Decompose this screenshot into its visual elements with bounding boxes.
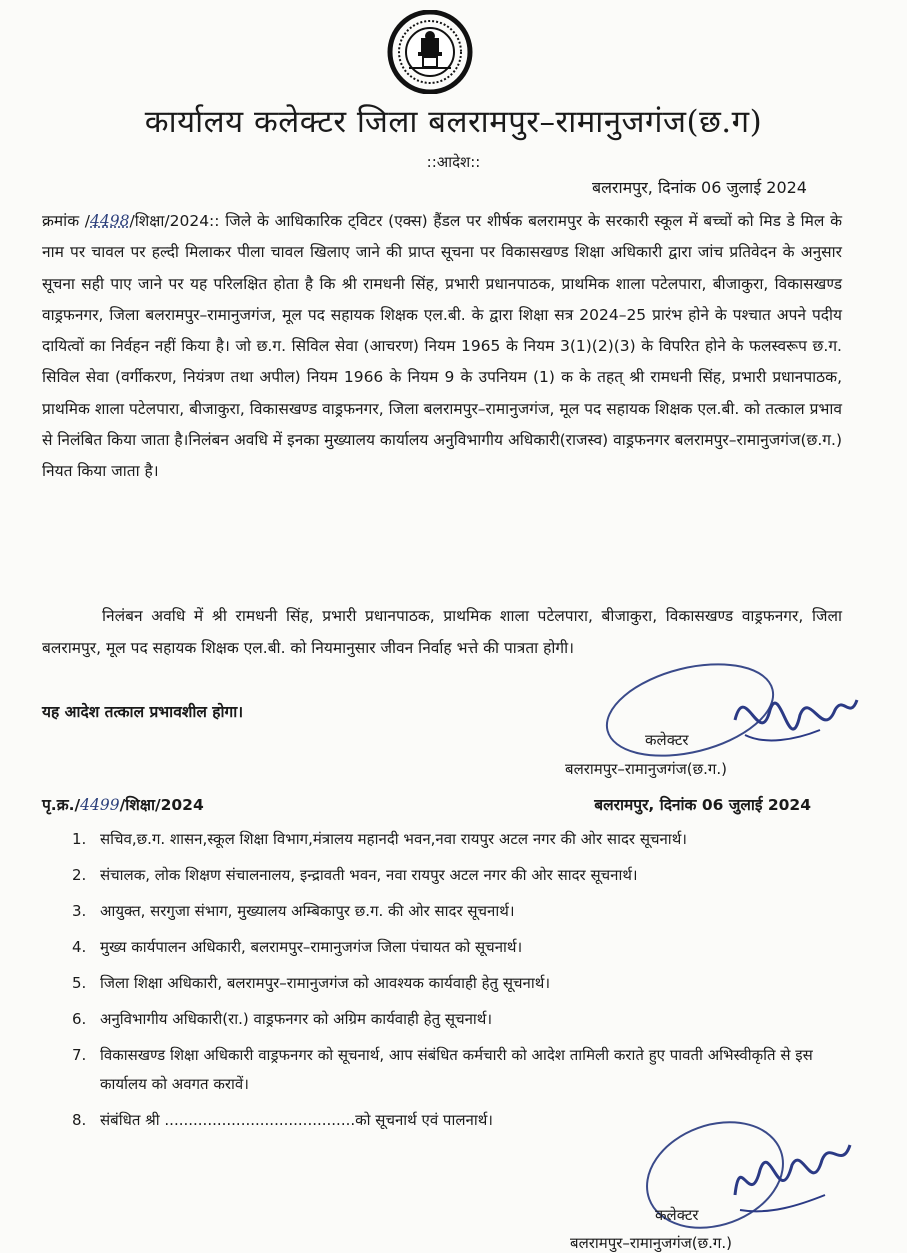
signatory-title: कलेक्टर	[645, 731, 689, 749]
endorsement-ref-suffix: /शिक्षा/2024	[119, 796, 204, 814]
office-title: कार्यालय कलेक्टर जिला बलरामपुर–रामानुजगंज(छ.ग)	[144, 104, 763, 140]
endorsement-ref	[42, 793, 204, 815]
signatory-place-2: बलरामपुर–रामानुजगंज(छ.ग.)	[570, 1234, 732, 1252]
recipient-list	[72, 825, 852, 1135]
endorsement-ref-prefix: पृ.क्र./	[42, 796, 81, 814]
signatory-title-2: कलेक्टर	[655, 1206, 699, 1224]
order-heading: ::आदेश::	[426, 153, 481, 171]
subsistence-text: निलंबन अवधि में श्री रामधनी सिंह, प्रभारी प्रधानपाठक, प्राथमिक शाला पटेलपारा, बीजाकुरा, विकासखण्ड वाड्रफनगर, जिला बलरामपुर, मूल पद सहायक शिक्षक एल.बी. को नियमानुसार जीवन निर्वाह भत्ते की पात्रता होगी।	[42, 607, 842, 657]
state-emblem-seal-icon	[385, 10, 475, 94]
order-body-text: जिले के आधिकारिक ट्विटर (एक्स) हैंडल पर शीर्षक बलरामपुर के सरकारी स्कूल में बच्चों को मिड डे मिल के नाम पर चावल पर हल्दी मिलाकर पीला चावल खिलाए जाने की प्राप्त सूचना पर विकासखण्ड शिक्षा अधिकारी द्वारा जांच प्रतिवेदन के अनुसार सूचना सही पाए जाने पर यह परिलक्षित होता है कि श्री रामधनी सिंह, प्रभारी प्रधानपाठक, प्राथमिक शाला पटेलपारा, बीजाकुरा, विकासखण्ड वाड्रफनगर, जिला बलरामपुर–रामानुजगंज, मूल पद सहायक शिक्षक एल.बी. के द्वारा शिक्षा सत्र 2024–25 प्रारंभ होने के पश्चात अपने पदीय दायित्वों का निर्वहन नहीं किया है। जो छ.ग. सिविल सेवा (आचरण) नियम 1965 के नियम 3(1)(2)(3) के विपरित होने के फलस्वरूप छ.ग. सिविल सेवा (वर्गीकरण, नियंत्रण तथा अपील) नियम 1966 के नियम 9 के उपनियम (1) क के तहत् श्री रामधनी सिंह, प्रभारी प्रधानपाठक, प्राथमिक शाला पटेलपारा, बीजाकुरा, विकासखण्ड वाड्रफनगर, जिला बलरामपुर–रामानुजगंज, मूल पद सहायक शिक्षक एल.बी. को तत्काल प्रभाव से निलंबित किया जाता है।निलंबन अवधि में इनका मुख्यालय कार्यालय अनुविभागीय अधिकारी(राजस्व) वाड्रफनगर बलरामपुर–रामानुजगंज(छ.ग.) नियत किया जाता है।	[42, 212, 842, 481]
order-date: बलरामपुर, दिनांक 06 जुलाई 2024	[591, 178, 807, 197]
order-body	[42, 206, 842, 488]
list-item: 4. मुख्य कार्यपालन अधिकारी, बलरामपुर–रामानुजगंज जिला पंचायत को सूचनार्थ।	[72, 938, 523, 956]
collector-signature-2-icon	[610, 1100, 870, 1240]
effective-line: यह आदेश तत्काल प्रभावशील होगा।	[42, 703, 244, 721]
ref-suffix: /शिक्षा/2024::	[129, 212, 220, 230]
endorsement-ref-number: 4499	[80, 796, 120, 814]
ref-prefix: क्रमांक /	[42, 212, 91, 230]
list-item: 8. संबंधित श्री ........................................को सूचनार्थ एवं पालनार्थ।	[72, 1111, 493, 1129]
list-item: 1. सचिव,छ.ग. शासन,स्कूल शिक्षा विभाग,मंत्रालय महानदी भवन,नवा रायपुर अटल नगर की ओर सादर सूचनार्थ।	[72, 830, 687, 848]
signatory-place: बलरामपुर–रामानुजगंज(छ.ग.)	[565, 760, 727, 778]
ref-number: 4498	[90, 212, 130, 230]
list-item: 7. विकासखण्ड शिक्षा अधिकारी वाड्रफनगर को सूचनार्थ, आप संबंधित कर्मचारी को आदेश तामिली कराते हुए पावती अभिस्वीकृति से इस कार्यालय को अवगत करावें।	[72, 1046, 813, 1093]
list-item: 6. अनुविभागीय अधिकारी(रा.) वाड्रफनगर को अग्रिम कार्यवाही हेतु सूचनार्थ।	[72, 1010, 493, 1028]
list-item: 2. संचालक, लोक शिक्षण संचालनालय, इन्द्रावती भवन, नवा रायपुर अटल नगर की ओर सादर सूचनार्थ।	[72, 866, 638, 884]
endorsement-date: बलरामपुर, दिनांक 06 जुलाई 2024	[594, 796, 811, 814]
list-item: 3. आयुक्त, सरगुजा संभाग, मुख्यालय अम्बिकापुर छ.ग. की ओर सादर सूचनार्थ।	[72, 902, 515, 920]
list-item: 5. जिला शिक्षा अधिकारी, बलरामपुर–रामानुजगंज को आवश्यक कार्यवाही हेतु सूचनार्थ।	[72, 974, 551, 992]
